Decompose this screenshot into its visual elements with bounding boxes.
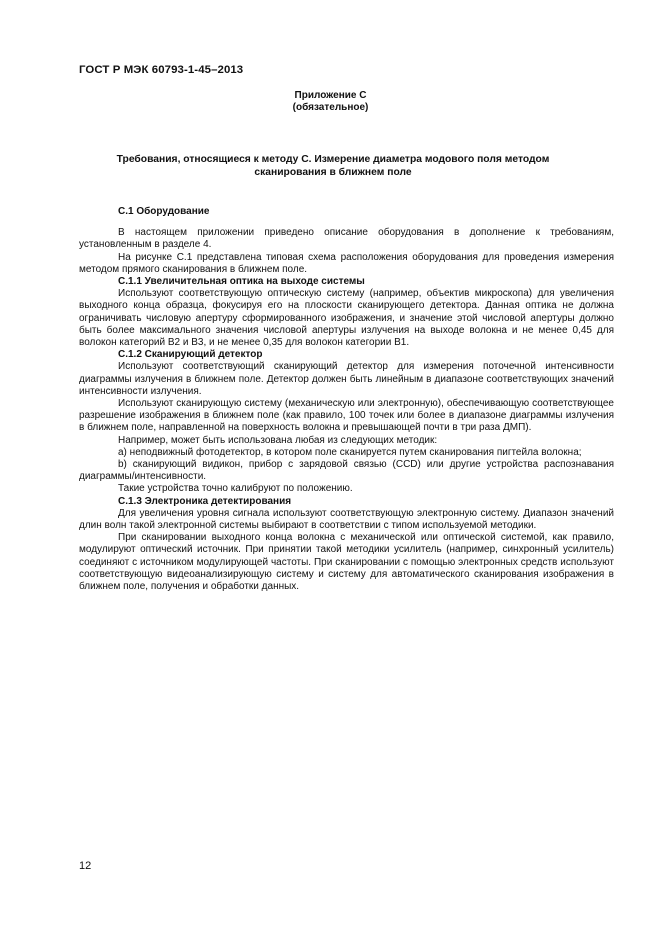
page-number: 12 (79, 860, 92, 872)
paragraph: Используют соответствующий сканирующий детектор для измерения поточечной интенсивности диаграммы излучения в ближнем поле. Детектор должен быть линейным в диапазоне соответствующих значений интенсивности излучения. (79, 361, 614, 397)
paragraph: Для увеличения уровня сигнала используют соответствующую электронную систему. Диапазон значений длин волн такой электронной системы выбирают в соответствии с типом используемой методики. (79, 507, 614, 532)
annex-title: Приложение С (294, 90, 367, 101)
paragraph: Используют сканирующую систему (механическую или электронную), обеспечивающую соответствующее разрешение изображения в ближнем поле (как правило, 100 точек или более в диапазоне диаграммы излучения в ближнем поле, направленной на поверхность волокна и превышающей почти в три раза ДМП). (79, 398, 614, 434)
section-heading-c1: С.1 Оборудование (118, 206, 210, 217)
annex-subtitle: (обязательное) (292, 102, 369, 113)
paragraph: В настоящем приложении приведено описание оборудования в дополнение к требованиям, установленным в разделе 4. (79, 227, 614, 251)
section-heading-c1-1: С.1.1 Увеличительная оптика на выходе системы (118, 276, 365, 288)
paragraph: На рисунке С.1 представлена типовая схема расположения оборудования для проведения измерения методом прямого сканирования в ближнем поле. (79, 251, 614, 275)
annex-heading: Требования, относящиеся к методу С. Измерение диаметра модового поля методом сканирования в ближнем поле (116, 154, 550, 178)
paragraph: Такие устройства точно калибруют по положению. (118, 483, 353, 495)
paragraph: При сканировании выходного конца волокна с механической или оптической системой, как правило, модулируют оптический источник. При принятии такой методики усилитель (например, синхронный усилитель) соединяют с источником модулирующей частоты. При сканировании с помощью электронных средств используют соответствующую видеоанализирующую систему и систему для автоматического сканирования изображения в ближнем поле, получения и обработки данных. (79, 532, 614, 593)
section-heading-c1-2: С.1.2 Сканирующий детектор (118, 349, 263, 361)
document-body (79, 206, 614, 593)
document-header: ГОСТ Р МЭК 60793-1-45–2013 (79, 64, 244, 76)
paragraph: Например, может быть использована любая из следующих методик: (118, 434, 438, 446)
paragraph: Используют соответствующую оптическую систему (например, объектив микроскопа) для увеличения выходного конца образца, фокусируя его на плоскости сканирующего детектора. Данная оптика не должна ограничивать числовую апертуру сформированного изображения, и значение этой числовой апертуры должно быть более максимального значения числовой апертуры излучения на выходе волокна и не менее 0,45 для волокон категорий В2 и В3, и не менее 0,35 для волокон категории В1. (79, 288, 614, 349)
list-item: b) сканирующий видикон, прибор с зарядовой связью (CCD) или другие устройства распознавания диаграммы/интенсивности. (79, 459, 614, 483)
list-item: а) неподвижный фотодетектор, в котором поле сканируется путем сканирования пигтейла волокна; (118, 446, 582, 458)
section-heading-c1-3: С.1.3 Электроника детектирования (118, 495, 292, 507)
